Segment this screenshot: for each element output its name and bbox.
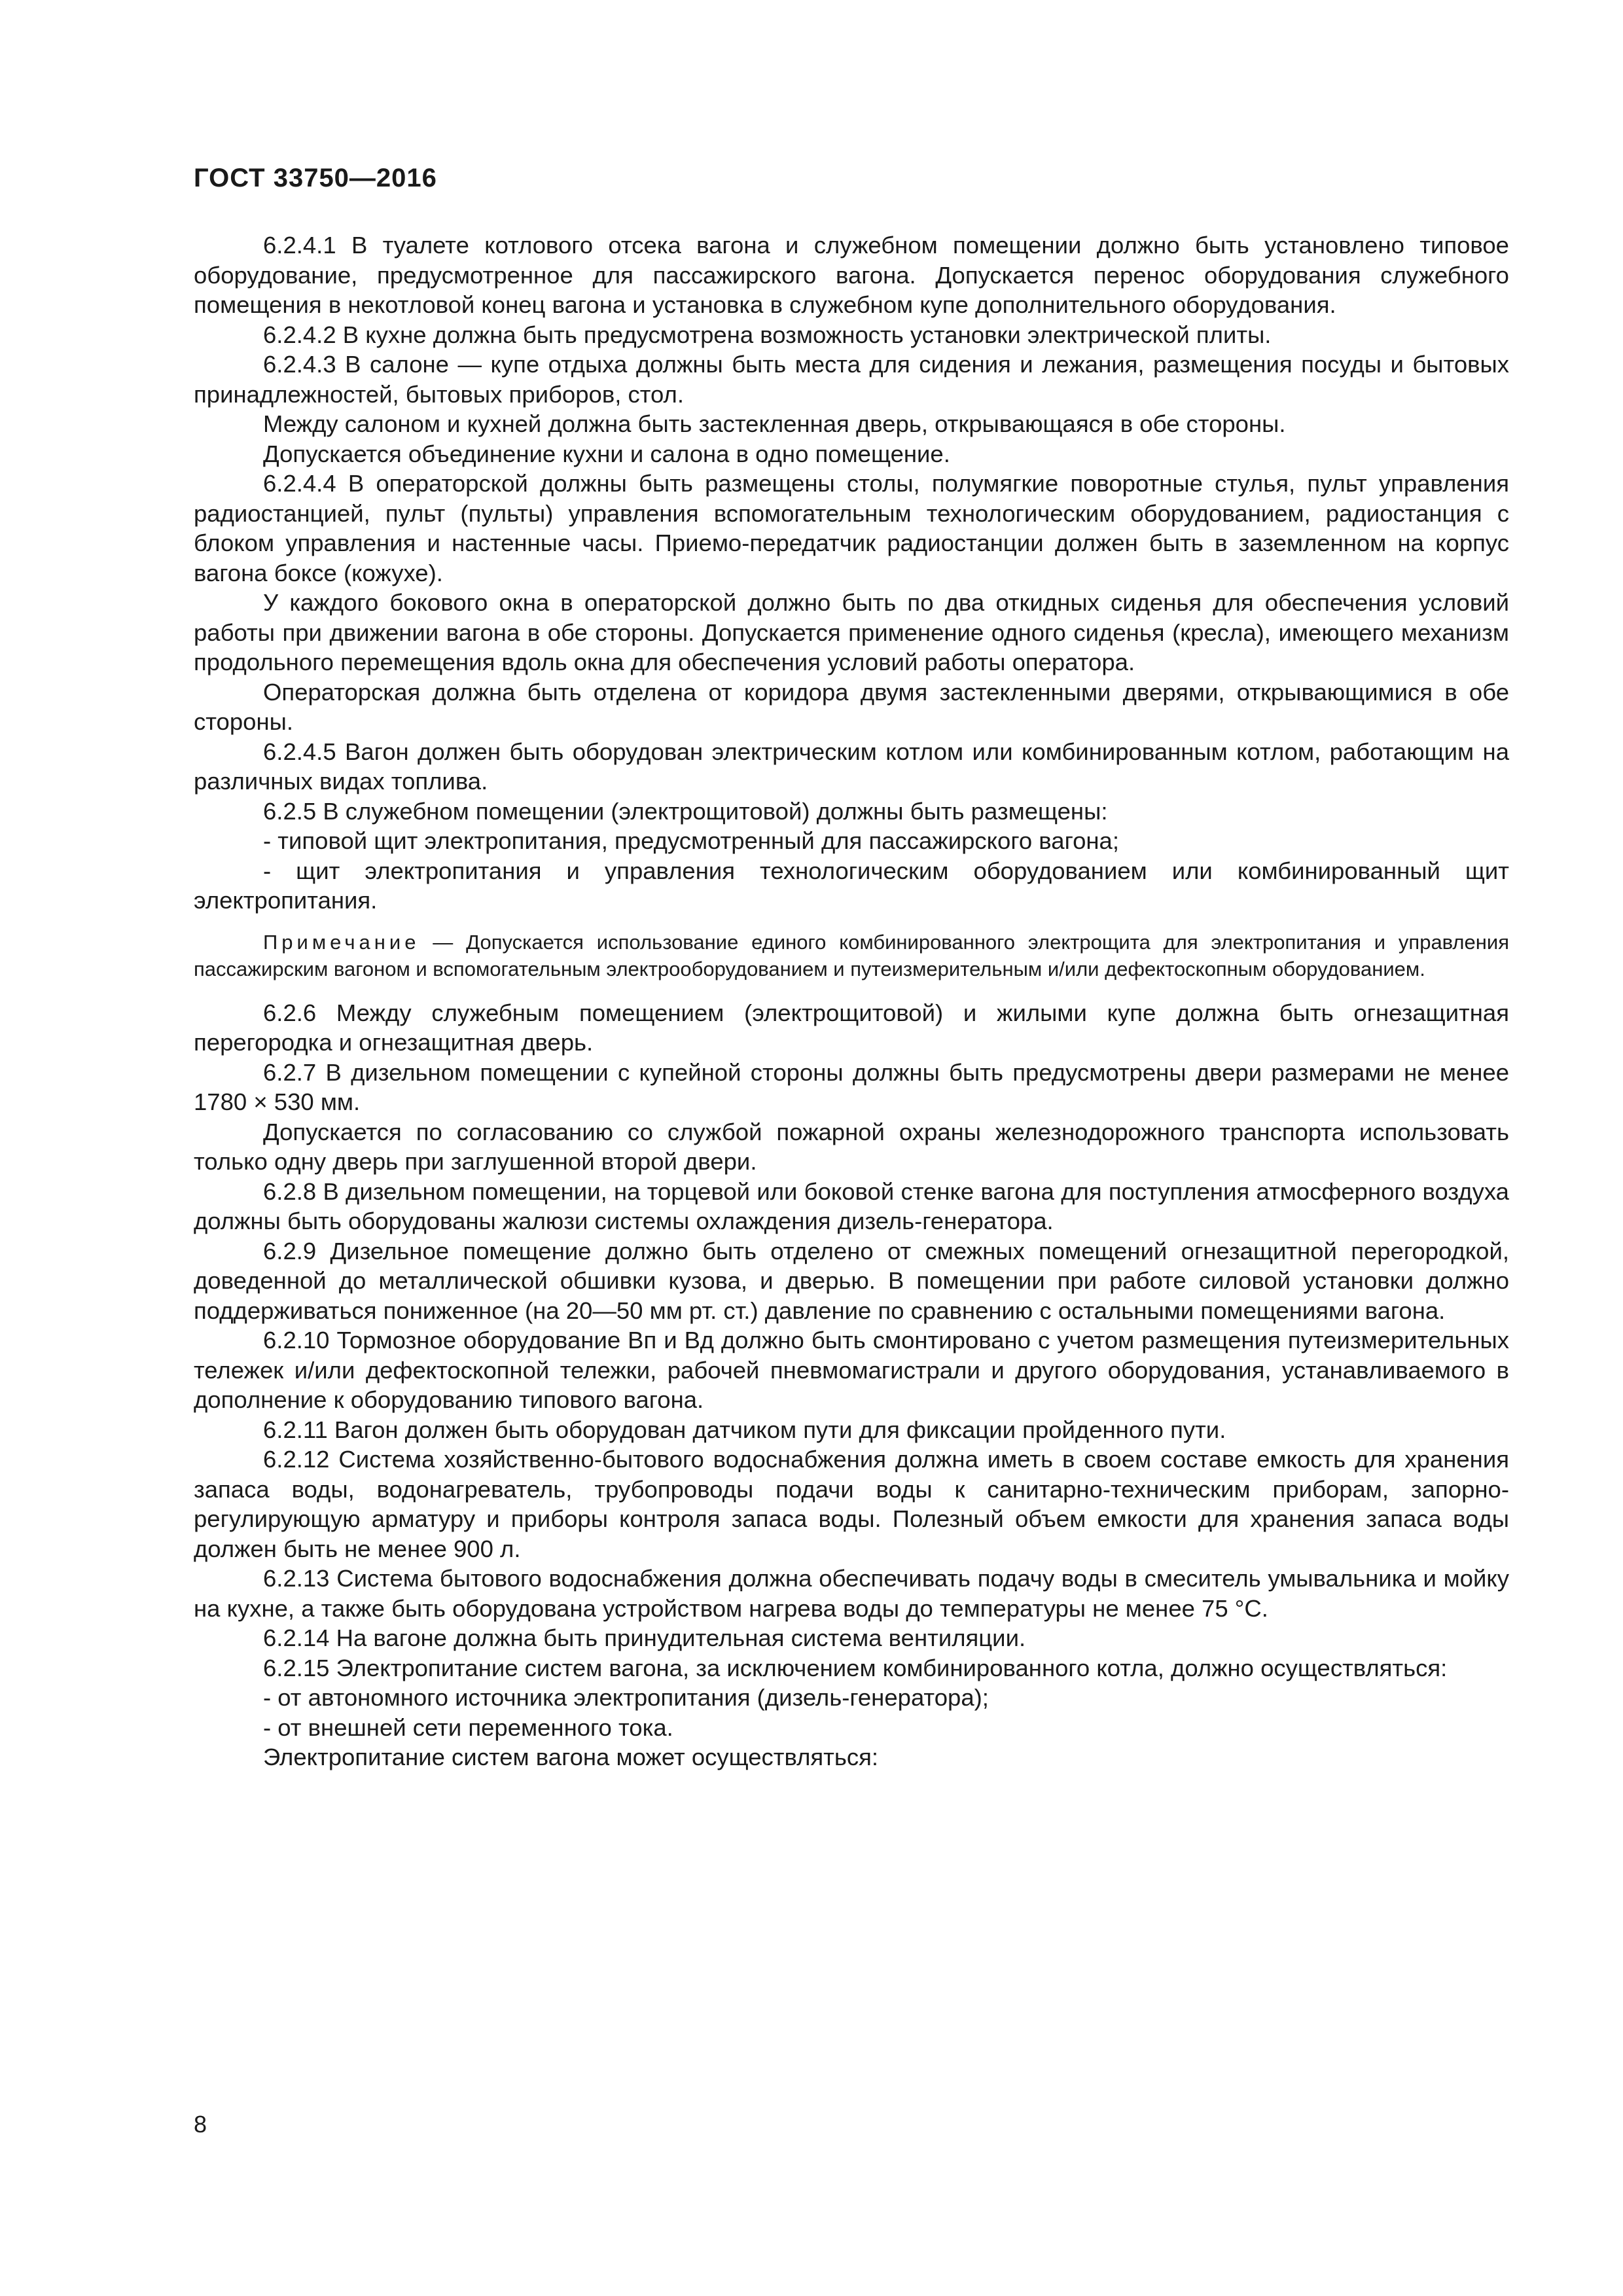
paragraph-6-2-4-1: 6.2.4.1 В туалете котлового отсека вагона и служебном помещении должно быть установлено типовое оборудование, предусмотренное для пассажирского вагона. Допускается перенос оборудования служебного помещения в некотловой конец вагона и установка в служебном купе дополнительного оборудования. (194, 232, 1509, 318)
list-item-typical-panel: - типовой щит электропитания, предусмотренный для пассажирского вагона; (263, 827, 1119, 854)
note-label: Примечание (263, 930, 420, 954)
paragraph-6-2-4-2: 6.2.4.2 В кухне должна быть предусмотрена возможность установки электрической плиты. (263, 321, 1272, 348)
paragraph-6-2-14: 6.2.14 На вагоне должна быть принудительная система вентиляции. (263, 1624, 1026, 1651)
paragraph-6-2-4-5: 6.2.4.5 Вагон должен быть оборудован электрическим котлом или комбинированным котлом, работающим на различных видах топлива. (194, 738, 1509, 795)
paragraph-6-2-12: 6.2.12 Система хозяйственно-бытового водоснабжения должна иметь в своем составе емкость для хранения запаса воды, водонагреватель, трубопроводы подачи воды к санитарно-техническим приборам, запорно-регулирующую арматуру и приборы контроля запаса воды. Полезный объем емкости для хранения запаса воды должен быть не менее 900 л. (194, 1446, 1509, 1562)
paragraph-6-2-4-4: 6.2.4.4 В операторской должны быть размещены столы, полумягкие поворотные стулья, пульт управления радиостанцией, пульт (пульты) управления вспомогательным технологическим оборудованием, радиостанция с блоком управления и настенные часы. Приемо-передатчик радиостанции должен быть в заземленном на корпус вагона боксе (кожухе). (194, 470, 1509, 586)
paragraph-6-2-4-3: 6.2.4.3 В салоне — купе отдыха должны быть места для сидения и лежания, размещения посуды и бытовых принадлежностей, бытовых приборов, стол. (194, 351, 1509, 408)
note-block (194, 929, 1509, 982)
paragraph-6-2-13: 6.2.13 Система бытового водоснабжения должна обеспечивать подачу воды в смеситель умывальника и мойку на кухне, а также быть оборудована устройством нагрева воды до температуры не менее 75 °С. (194, 1565, 1509, 1622)
paragraph-6-2-10: 6.2.10 Тормозное оборудование Вп и Вд должно быть смонтировано с учетом размещения путеизмерительных тележек и/или дефектоскопной тележки, рабочей пневмомагистрали и другого оборудования, устанавливаемого в дополнение к оборудованию типового вагона. (194, 1327, 1509, 1413)
page-number: 8 (194, 2111, 207, 2138)
list-item-control-panel: - щит электропитания и управления технологическим оборудованием или комбинированный щит электропитания. (194, 857, 1509, 914)
paragraph-kitchen-salon: Допускается объединение кухни и салона в одно помещение. (263, 440, 950, 467)
paragraph-6-2-15: 6.2.15 Электропитание систем вагона, за исключением комбинированного котла, должно осуществляться: (263, 1654, 1448, 1681)
paragraph-6-2-6: 6.2.6 Между служебным помещением (электрощитовой) и жилыми купе должна быть огнезащитная перегородка и огнезащитная дверь. (194, 999, 1509, 1056)
paragraph-6-2-8: 6.2.8 В дизельном помещении, на торцевой или боковой стенке вагона для поступления атмосферного воздуха должны быть оборудованы жалюзи системы охлаждения дизель-генератора. (194, 1177, 1509, 1234)
paragraph-6-2-7: 6.2.7 В дизельном помещении с купейной стороны должны быть предусмотрены двери размерами не менее 1780 × 530 мм. (194, 1058, 1509, 1115)
note-text: — Допускается использование единого комбинированного электрощита для электропитания и управления пассажирским вагоном и вспомогательным электрооборудованием и путеизмерительным и/или дефектоскопным оборудованием. (194, 930, 1509, 980)
paragraph-6-2-9: 6.2.9 Дизельное помещение должно быть отделено от смежных помещений огнезащитной перегородкой, доведенной до металлической обшивки кузова, и дверью. В помещении при работе силовой установки должно поддерживаться пониженное (на 20—50 мм рт. ст.) давление по сравнению с остальными помещениями вагона. (194, 1237, 1509, 1324)
document-body (194, 230, 1509, 1772)
paragraph-6-2-11: 6.2.11 Вагон должен быть оборудован датчиком пути для фиксации пройденного пути. (263, 1416, 1226, 1443)
paragraph-salon-door: Между салоном и кухней должна быть застекленная дверь, открывающаяся в обе стороны. (263, 410, 1286, 437)
paragraph-operator-room-doors: Операторская должна быть отделена от коридора двумя застекленными дверями, открывающимися в обе стороны. (194, 678, 1509, 735)
paragraph-fire-service-door: Допускается по согласованию со службой пожарной охраны железнодорожного транспорта использовать только одну дверь при заглушенной второй двери. (194, 1118, 1509, 1175)
paragraph-6-2-5: 6.2.5 В служебном помещении (электрощитовой) должны быть размещены: (263, 797, 1108, 825)
list-item-autonomous-source: - от автономного источника электропитания (дизель-генератора); (263, 1684, 989, 1711)
paragraph-side-window-seats: У каждого бокового окна в операторской должно быть по два откидных сиденья для обеспечения условий работы при движении вагона в обе стороны. Допускается применение одного сиденья (кресла), имеющего механизм продольного перемещения вдоль окна для обеспечения условий работы оператора. (194, 589, 1509, 675)
list-item-external-network: - от внешней сети переменного тока. (263, 1713, 673, 1741)
document-header-title: ГОСТ 33750—2016 (194, 164, 437, 192)
paragraph-power-supply-may: Электропитание систем вагона может осуществляться: (263, 1744, 879, 1770)
